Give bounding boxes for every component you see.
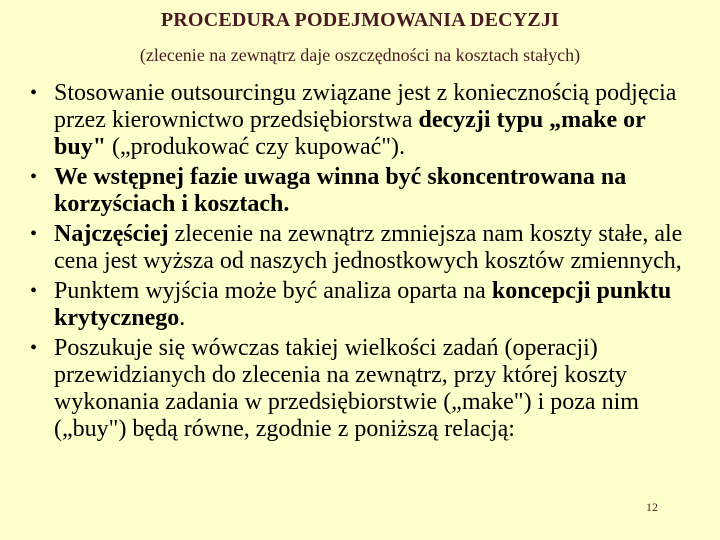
bullet-text-bold: koncepcji punktu krytycznego [54,278,672,331]
bullet-item [30,164,700,218]
bullet-text: . [179,305,186,331]
bullet-text: („produkować czy kupować"). [106,134,406,160]
bullet-text: zlecenie na zewnątrz zmniejsza nam koszty stałe, ale cena jest wyższa od naszych jednostkowych kosztów zmiennych, [54,221,683,274]
bullet-icon: • [30,82,38,104]
bullet-item [30,335,700,443]
bullet-text-bold: We wstępnej fazie uwaga winna być skoncentrowana na korzyściach i kosztach. [54,164,627,217]
slide-title: PROCEDURA PODEJMOWANIA DECYZJI [160,9,560,31]
bullet-text: Punktem wyjścia może być analiza oparta na [54,278,492,304]
bullet-icon: • [30,166,38,188]
bullet-list [30,80,700,446]
bullet-icon: • [30,337,38,359]
bullet-item [30,80,700,161]
bullet-text-bold: Najczęściej [54,221,169,247]
page-number: 12 [646,500,658,514]
bullet-text: Stosowanie outsourcingu związane jest z koniecznością podjęcia przez kierownictwo przedsiębiorstwa [54,80,677,133]
bullet-text-bold: decyzji typu „make or buy" [54,107,646,160]
bullet-icon: • [30,223,38,245]
bullet-item [30,221,700,275]
slide-subtitle: (zlecenie na zewnątrz daje oszczędności na kosztach stałych) [139,45,581,65]
bullet-text: Poszukuje się wówczas takiej wielkości zadań (operacji) przewidzianych do zlecenia na zewnątrz, przy której koszty wykonania zadania w przedsiębiorstwie („make") i poza nim („buy") będą równe, zgodnie z poniższą relacją: [54,335,639,442]
bullet-item [30,278,700,332]
bullet-icon: • [30,280,38,302]
